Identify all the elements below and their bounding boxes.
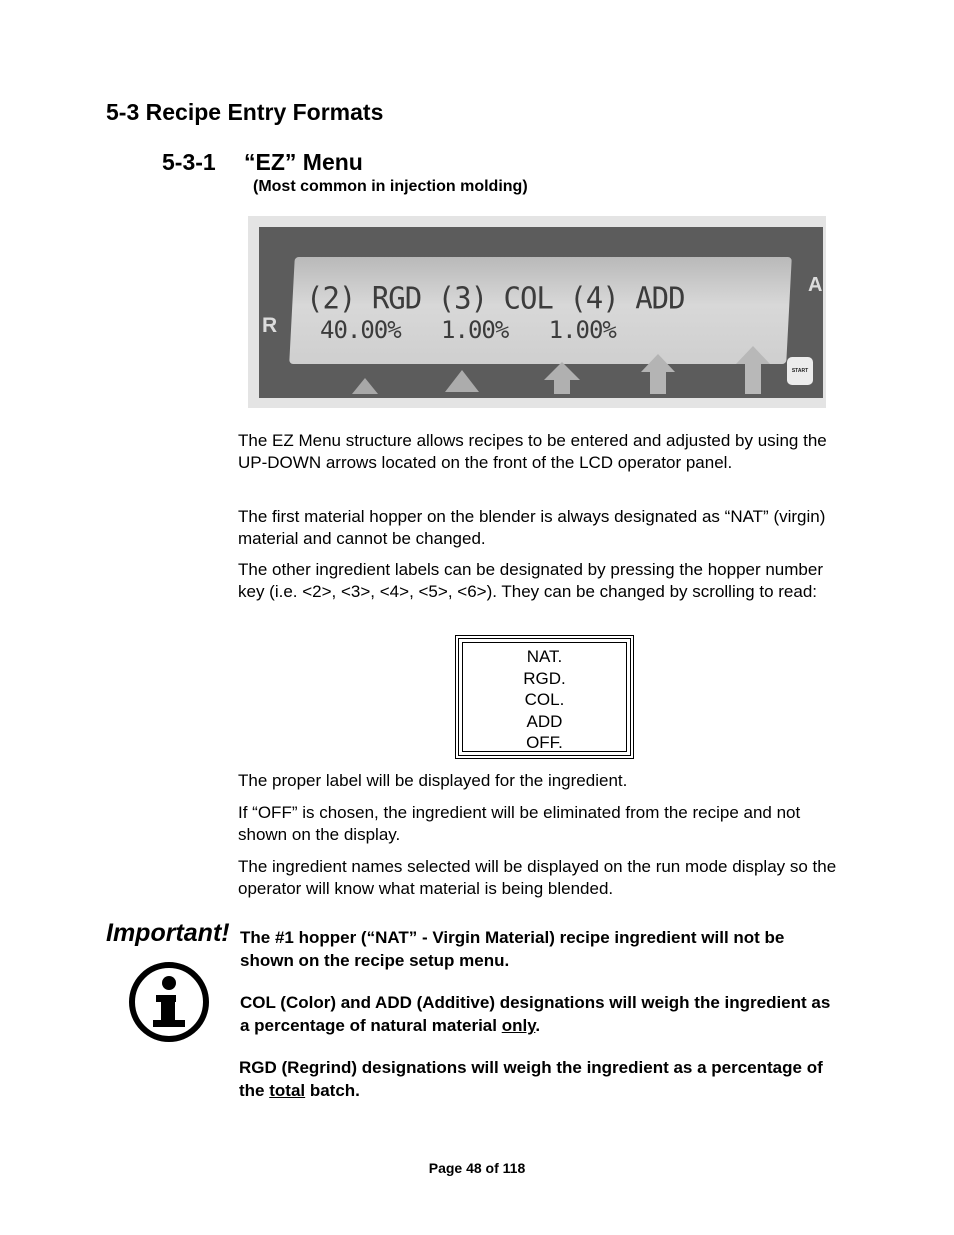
subsection-name: “EZ” Menu	[244, 149, 363, 175]
up-arrow-icon[interactable]	[640, 352, 676, 396]
label-option: NAT.	[526, 647, 563, 666]
note-col-add-emphasis: only	[501, 1016, 536, 1035]
paragraph-run-mode: The ingredient names selected will be displayed on the run mode display so the operator will know what material is being blended.	[238, 857, 837, 898]
label-options-list	[459, 646, 630, 754]
lcd-line-2: 40.00% 1.00% 1.00%	[320, 316, 616, 344]
paragraph-off-option: If “OFF” is chosen, the ingredient will be eliminated from the recipe and not shown on the display.	[238, 803, 801, 844]
important-note-rgd	[239, 1056, 839, 1102]
important-note-col-add	[240, 991, 840, 1037]
subsection-note: (Most common in injection molding)	[253, 178, 528, 195]
important-heading: Important!	[106, 919, 230, 947]
up-arrow-icon[interactable]	[735, 344, 771, 396]
lcd-left-label: R	[262, 314, 278, 337]
paragraph-ez-menu: The EZ Menu structure allows recipes to be entered and adjusted by using the UP-DOWN arrows located on the front of the LCD operator panel.	[238, 431, 827, 472]
note-col-add-end: .	[535, 1016, 541, 1035]
lcd-line-1: (2) RGD (3) COL (4) ADD	[306, 280, 685, 316]
info-icon	[127, 960, 211, 1044]
label-option: ADD	[526, 711, 563, 731]
note-rgd-text: RGD (Regrind) designations will weigh the ingredient as a percentage of the	[239, 1058, 823, 1100]
subsection-title	[162, 149, 363, 176]
label-option: OFF.	[526, 733, 563, 753]
up-arrow-icon[interactable]	[543, 360, 581, 396]
paragraph-first-hopper: The first material hopper on the blender is always designated as “NAT” (virgin) material and cannot be changed.	[238, 507, 826, 548]
section-title: 5-3 Recipe Entry Formats	[106, 99, 384, 125]
paragraph-ingredient-labels: The other ingredient labels can be designated by pressing the hopper number key (i.e. <2>, <3>, <4>, <5>, <6>). They can be changed by scrolling to read:	[238, 560, 823, 601]
page-number: Page 48 of 118	[428, 1160, 526, 1176]
important-note-nat: The #1 hopper (“NAT” - Virgin Material) recipe ingredient will not be shown on the recipe setup menu.	[240, 928, 785, 970]
note-col-add-text: COL (Color) and ADD (Additive) designations will weigh the ingredient as a percentage of natural material	[240, 993, 831, 1035]
subsection-number: 5-3-1	[162, 149, 216, 175]
up-arrow-icon[interactable]	[443, 366, 481, 396]
label-options-box	[455, 635, 634, 759]
label-option: RGD.	[523, 668, 566, 688]
note-rgd-end: batch.	[305, 1081, 360, 1100]
up-arrow-icon[interactable]	[350, 372, 380, 396]
paragraph-proper-label: The proper label will be displayed for the ingredient.	[238, 771, 628, 790]
note-rgd-emphasis: total	[269, 1081, 306, 1100]
lcd-right-label: A	[808, 274, 823, 296]
label-option: COL.	[524, 690, 565, 710]
start-button[interactable]: START	[787, 357, 813, 385]
